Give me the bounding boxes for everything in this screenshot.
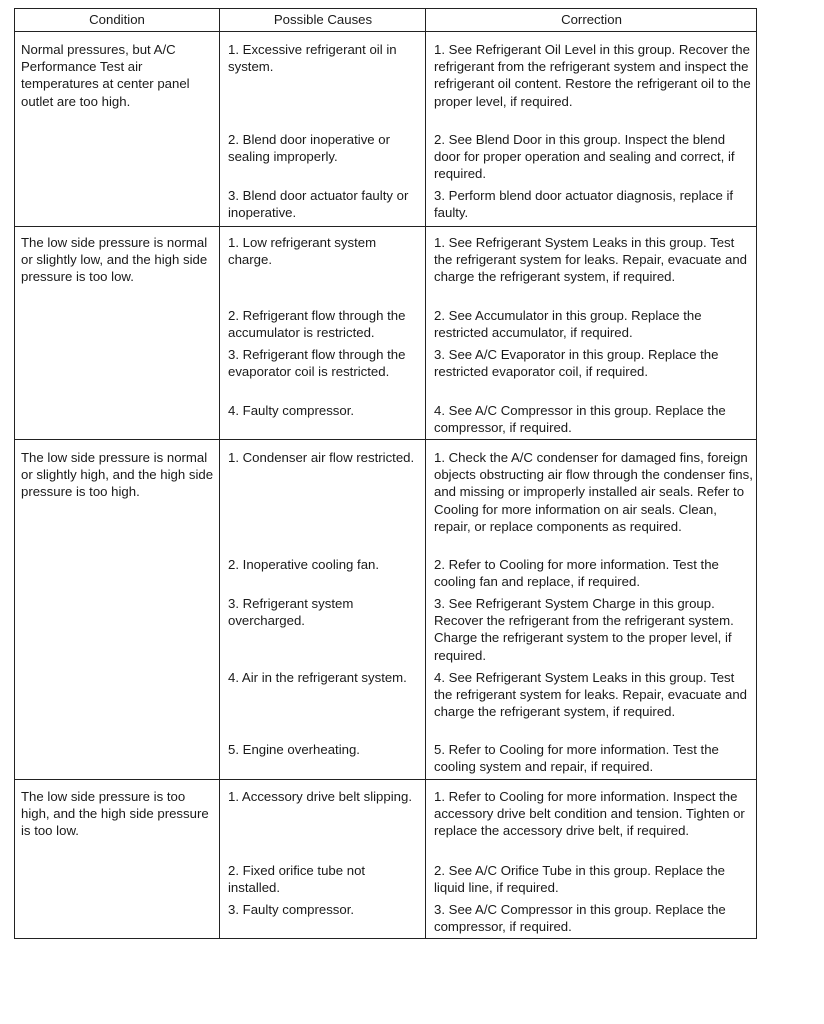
correction-cell: 1. Refer to Cooling for more information. Inspect the accessory drive belt condition and tension. Tighten or replace the accessory drive belt, if required. bbox=[434, 789, 745, 839]
cause-cell: 1. Low refrigerant system charge. bbox=[228, 235, 377, 268]
correction-cell: 3. See A/C Evaporator in this group. Replace the restricted evaporator coil, if required. bbox=[434, 347, 719, 380]
correction-cell: 4. See Refrigerant System Leaks in this group. Test the refrigerant system for leaks. Repair, evacuate and charge the refrigerant system, if required. bbox=[434, 670, 747, 720]
correction-cell: 3. See Refrigerant System Charge in this group. Recover the refrigerant from the refrigerant system. Charge the refrigerant system to the proper level, if required. bbox=[434, 596, 734, 663]
group-divider bbox=[14, 779, 757, 780]
cause-cell: 3. Faulty compressor. bbox=[228, 902, 355, 917]
header-possible-causes: Possible Causes bbox=[273, 12, 373, 27]
cause-cell: 4. Air in the refrigerant system. bbox=[228, 670, 407, 685]
header-divider bbox=[14, 31, 757, 32]
correction-cell: 4. See A/C Compressor in this group. Replace the compressor, if required. bbox=[434, 403, 726, 436]
condition-cell: The low side pressure is normal or slightly high, and the high side pressure is too high. bbox=[21, 450, 214, 500]
correction-cell: 3. Perform blend door actuator diagnosis, replace if faulty. bbox=[434, 188, 734, 221]
correction-cell: 1. See Refrigerant Oil Level in this group. Recover the refrigerant from the refrigerant system and inspect the refrigerant oil content. Restore the refrigerant oil to the proper level, if required. bbox=[434, 42, 751, 109]
cause-cell: 1. Condenser air flow restricted. bbox=[228, 450, 415, 465]
correction-cell: 2. See A/C Orifice Tube in this group. Replace the liquid line, if required. bbox=[434, 863, 726, 896]
group-divider bbox=[14, 439, 757, 440]
correction-cell: 3. See A/C Compressor in this group. Replace the compressor, if required. bbox=[434, 902, 726, 935]
cause-cell: 3. Refrigerant flow through the evaporator coil is restricted. bbox=[228, 347, 406, 380]
cause-cell: 5. Engine overheating. bbox=[228, 742, 360, 757]
cause-cell: 2. Refrigerant flow through the accumulator is restricted. bbox=[228, 308, 406, 341]
cause-cell: 2. Inoperative cooling fan. bbox=[228, 557, 380, 572]
cause-cell: 1. Excessive refrigerant oil in system. bbox=[228, 42, 397, 75]
column-divider bbox=[219, 8, 220, 939]
group-divider bbox=[14, 226, 757, 227]
header-condition: Condition bbox=[89, 12, 145, 27]
correction-cell: 2. See Blend Door in this group. Inspect the blend door for proper operation and sealing and correct, if required. bbox=[434, 132, 735, 182]
cause-cell: 2. Blend door inoperative or sealing improperly. bbox=[228, 132, 391, 165]
cause-cell: 2. Fixed orifice tube not installed. bbox=[228, 863, 366, 896]
cause-cell: 1. Accessory drive belt slipping. bbox=[228, 789, 412, 804]
header-correction: Correction bbox=[561, 12, 622, 27]
condition-cell: Normal pressures, but A/C Performance Test air temperatures at center panel outlet are too high. bbox=[21, 42, 190, 109]
cause-cell: 3. Refrigerant system overcharged. bbox=[228, 596, 354, 629]
correction-cell: 1. See Refrigerant System Leaks in this group. Test the refrigerant system for leaks. Repair, evacuate and charge the refrigerant system, if required. bbox=[434, 235, 747, 285]
correction-cell: 5. Refer to Cooling for more information. Test the cooling system and repair, if required. bbox=[434, 742, 719, 775]
cause-cell: 3. Blend door actuator faulty or inoperative. bbox=[228, 188, 409, 221]
column-divider bbox=[425, 8, 426, 939]
correction-cell: 2. Refer to Cooling for more information. Test the cooling fan and replace, if required. bbox=[434, 557, 719, 590]
condition-cell: The low side pressure is too high, and the high side pressure is too low. bbox=[21, 789, 209, 839]
correction-cell: 2. See Accumulator in this group. Replace the restricted accumulator, if required. bbox=[434, 308, 702, 341]
cause-cell: 4. Faulty compressor. bbox=[228, 403, 355, 418]
correction-cell: 1. Check the A/C condenser for damaged fins, foreign objects obstructing air flow through the condenser fins, and missing or improperly installed air seals. Refer to Cooling for more information on air seals. Clean, repair, or replace components as required. bbox=[434, 450, 753, 534]
condition-cell: The low side pressure is normal or slightly low, and the high side pressure is too low. bbox=[21, 235, 208, 285]
